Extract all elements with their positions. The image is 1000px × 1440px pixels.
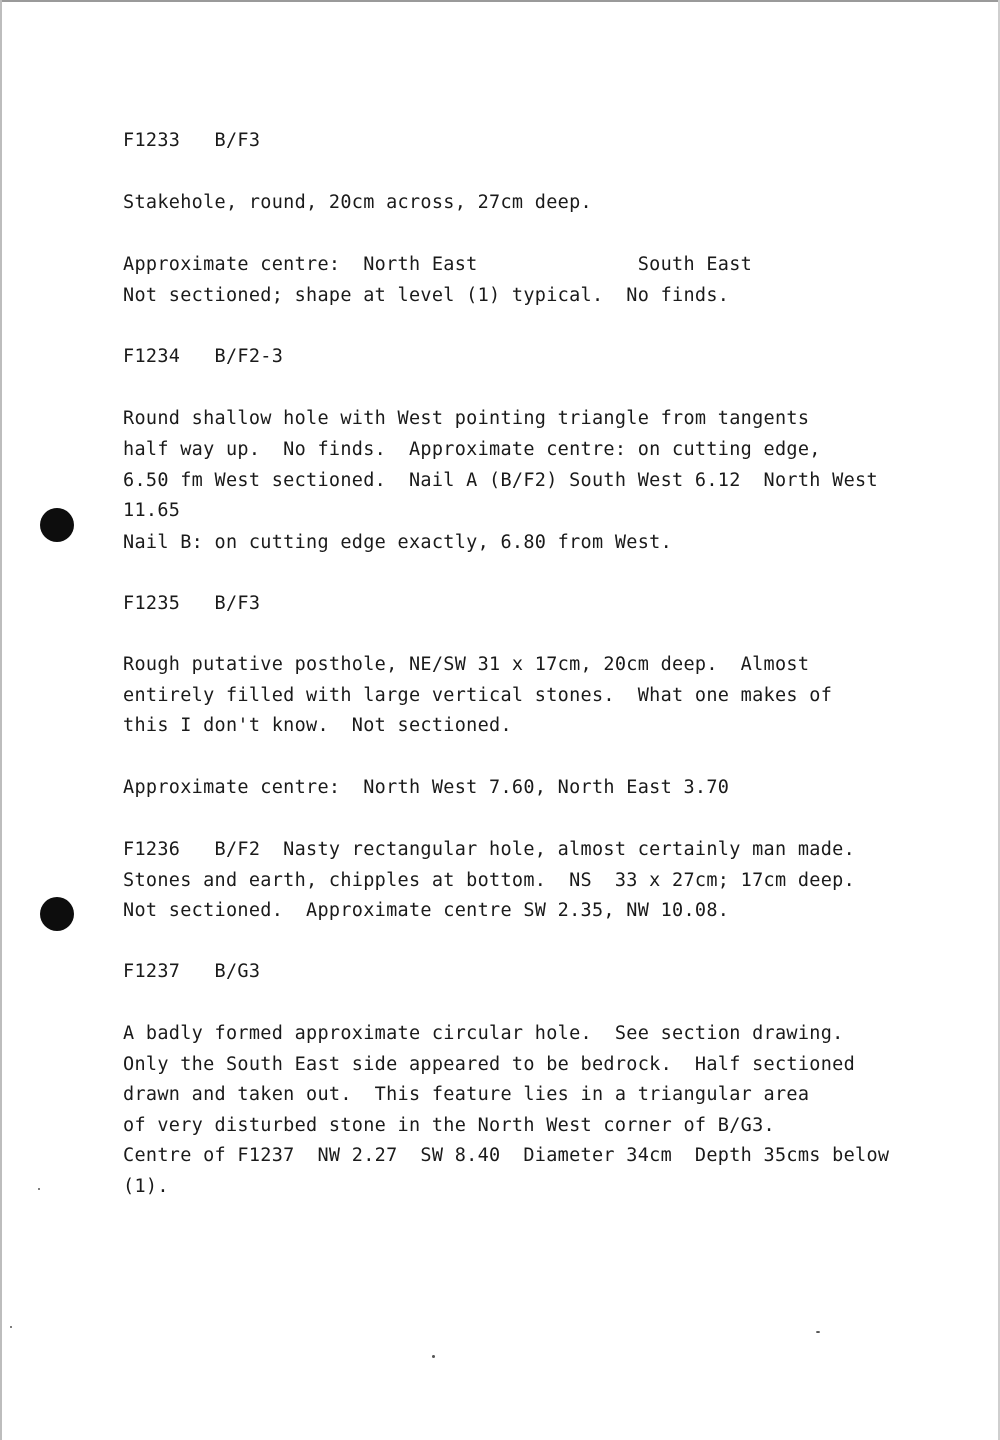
entry-f1237-line-4: of very disturbed stone in the North West corner of B/G3.	[123, 1115, 775, 1136]
scan-speck	[816, 1331, 820, 1333]
entry-f1236-line-3: Not sectioned. Approximate centre SW 2.35, NW 10.08.	[123, 900, 730, 921]
scan-speck	[10, 1326, 12, 1328]
entry-f1237-line-2: Only the South East side appeared to be bedrock. Half sectioned	[123, 1054, 856, 1075]
entry-f1234-line-3: 6.50 fm West sectioned. Nail A (B/F2) South West 6.12 North West	[123, 470, 878, 491]
entry-f1237-line-1: A badly formed approximate circular hole. See section drawing.	[123, 1023, 844, 1044]
entry-f1237-line-5: Centre of F1237 NW 2.27 SW 8.40 Diameter 34cm Depth 35cms below	[123, 1145, 890, 1166]
entry-heading-f1235: F1235 B/F3	[123, 593, 261, 614]
scan-speck	[38, 1188, 40, 1190]
entry-f1234-line-1: Round shallow hole with West pointing triangle from tangents	[123, 408, 810, 429]
entry-f1237-line-3: drawn and taken out. This feature lies in a triangular area	[123, 1084, 810, 1105]
entry-f1235-line-3: this I don't know. Not sectioned.	[123, 715, 512, 736]
page-left-edge	[0, 0, 2, 1440]
entry-f1233-line-1: Stakehole, round, 20cm across, 27cm deep.	[123, 192, 592, 213]
entry-f1235-line-1: Rough putative posthole, NE/SW 31 x 17cm, 20cm deep. Almost	[123, 654, 810, 675]
entry-f1235-line-2: entirely filled with large vertical stones. What one makes of	[123, 685, 833, 706]
entry-f1236-line-1: F1236 B/F2 Nasty rectangular hole, almost certainly man made.	[123, 839, 856, 860]
punch-hole-upper	[40, 508, 74, 542]
entry-heading-f1234: F1234 B/F2-3	[123, 346, 284, 367]
entry-f1234-line-4: 11.65	[123, 500, 181, 521]
entry-f1233-line-2: Approximate centre: North East South East	[123, 254, 753, 275]
page-top-edge	[0, 0, 1000, 2]
entry-f1236-line-2: Stones and earth, chipples at bottom. NS 33 x 27cm; 17cm deep.	[123, 870, 856, 891]
entry-f1234-line-5: Nail B: on cutting edge exactly, 6.80 from West.	[123, 532, 673, 553]
entry-heading-f1233: F1233 B/F3	[123, 130, 261, 151]
entry-f1234-line-2: half way up. No finds. Approximate centre: on cutting edge,	[123, 439, 821, 460]
scan-speck	[432, 1355, 435, 1358]
entry-f1233-line-3: Not sectioned; shape at level (1) typical. No finds.	[123, 285, 730, 306]
entry-heading-f1237: F1237 B/G3	[123, 961, 261, 982]
punch-hole-lower	[40, 897, 74, 931]
entry-f1237-line-6: (1).	[123, 1176, 169, 1197]
entry-f1235-line-4: Approximate centre: North West 7.60, North East 3.70	[123, 777, 730, 798]
